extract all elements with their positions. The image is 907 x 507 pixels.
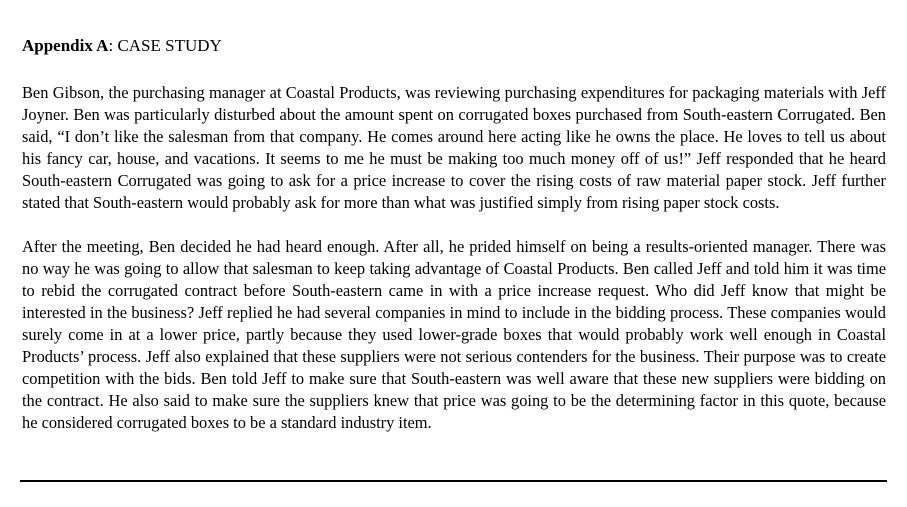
paragraph-1: Ben Gibson, the purchasing manager at Coastal Products, was reviewing purchasing expenditures for packaging materials with Jeff Joyner. Ben was particularly disturbed about the amount spent on corrugated boxes purchased from South-eastern Corrugated. Ben said, “I don’t like the salesman from that company. He comes around here acting like he owns the place. He loves to tell us about his fancy car, house, and vacations. It seems to me he must be making too much money off of us!” Jeff responded that he heard South-eastern Corrugated was going to ask for a price increase to cover the rising costs of raw material paper stock. Jeff further stated that South-eastern would probably ask for more than what was justified simply from rising paper stock costs. — [22, 83, 886, 212]
appendix-label: Appendix A — [22, 36, 109, 55]
case-study-title: CASE STUDY — [117, 36, 222, 55]
bottom-rule-divider — [20, 480, 887, 482]
heading-separator: : — [108, 36, 114, 55]
paragraph-2: After the meeting, Ben decided he had heard enough. After all, he prided himself on being a results-oriented manager. There was no way he was going to allow that salesman to keep taking advantage of Coastal Products. Ben called Jeff and told him it was time to rebid the corrugated contract before South-eastern came in with a price increase request. Who did Jeff know that might be interested in the business? Jeff replied he had several companies in mind to include in the bidding process. These companies would surely come in at a lower price, partly because they used lower-grade boxes that would probably work well enough in Coastal Products’ process. Jeff also explained that these suppliers were not serious contenders for the business. Their purpose was to create competition with the bids. Ben told Jeff to make sure that South-eastern was well aware that these new suppliers were bidding on the contract. He also said to make sure the suppliers knew that price was going to be the determining factor in this quote, because he considered corrugated boxes to be a standard industry item. — [22, 237, 886, 432]
document-body — [22, 36, 886, 434]
appendix-heading — [22, 36, 886, 56]
